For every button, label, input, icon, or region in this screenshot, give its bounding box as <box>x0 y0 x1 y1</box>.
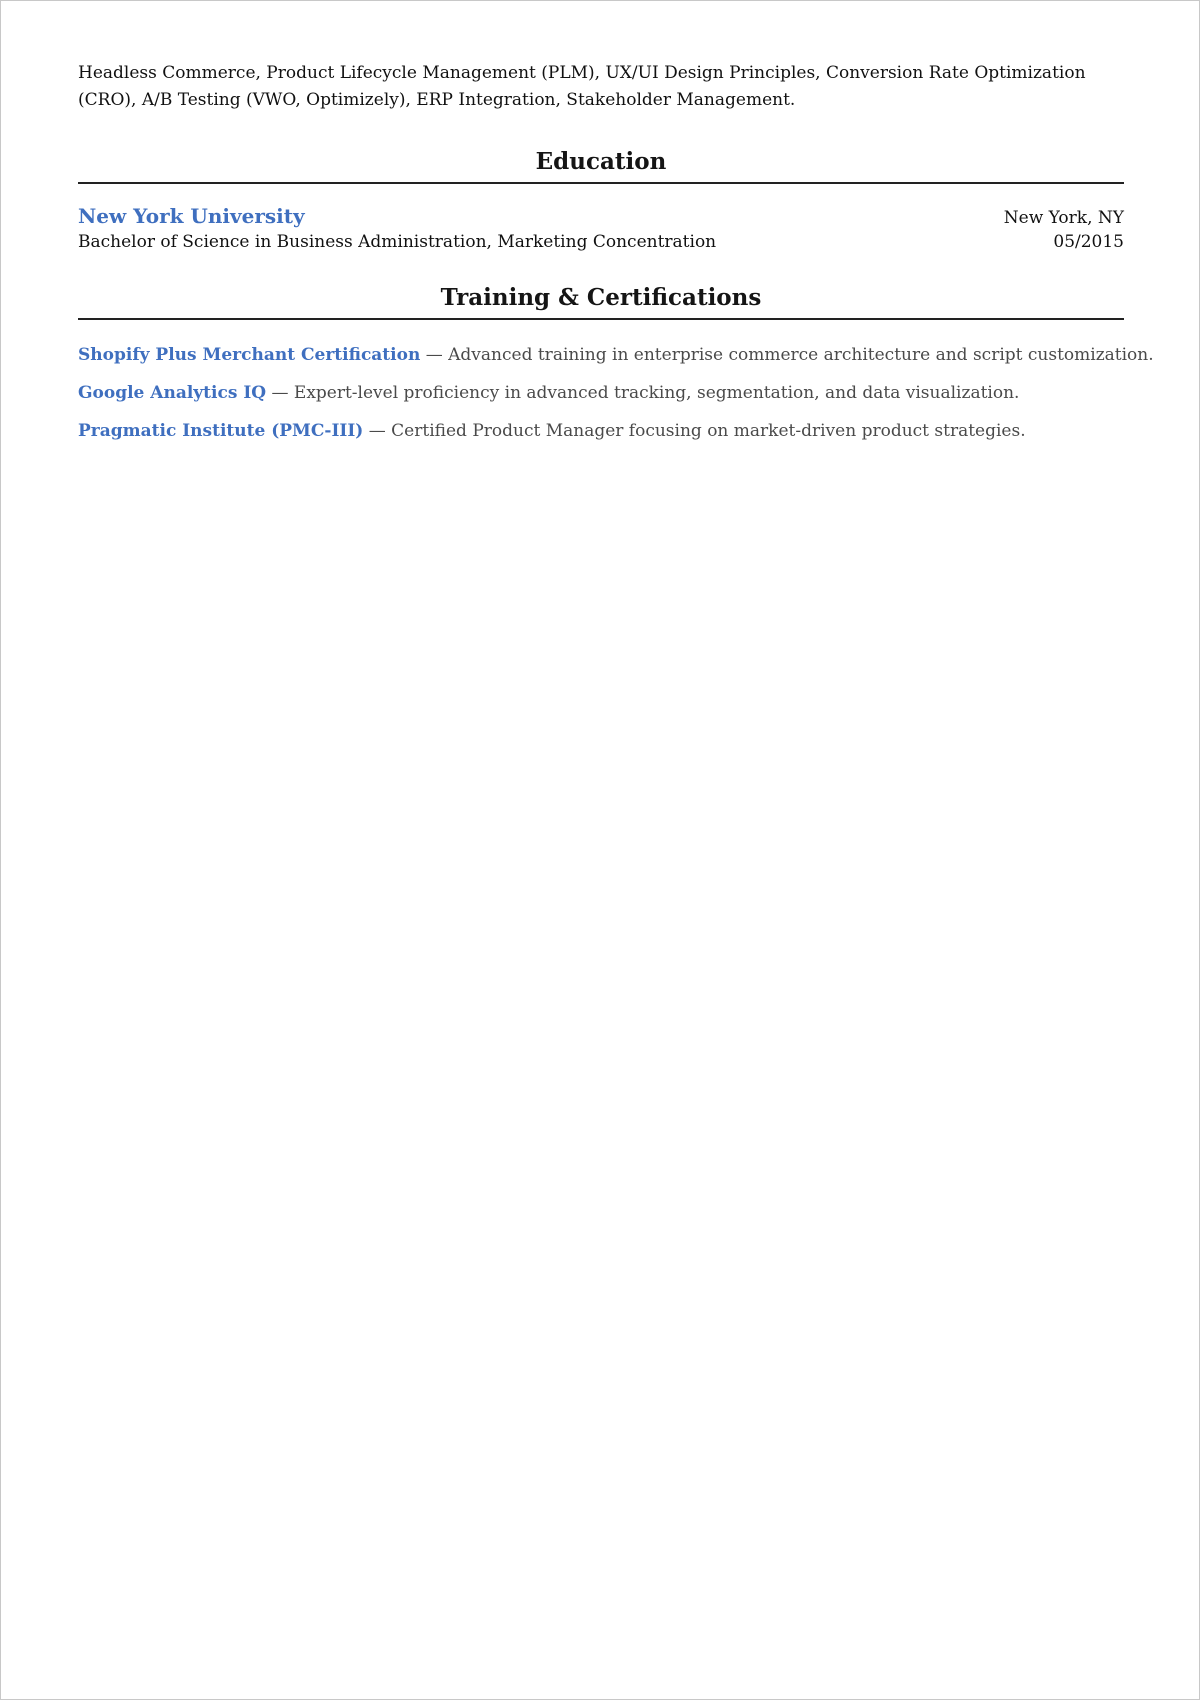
education-row-primary <box>78 204 1124 230</box>
certification-name: Google Analytics IQ <box>78 383 267 403</box>
education-heading: Education <box>535 148 667 175</box>
certification-item <box>78 381 1124 405</box>
certification-item <box>78 343 1154 367</box>
certification-description: Advanced training in enterprise commerce architecture and script customization. <box>448 345 1154 365</box>
certification-name: Pragmatic Institute (PMC-III) <box>78 421 364 441</box>
certification-list <box>78 343 1154 443</box>
skills-text: Headless Commerce, Product Lifecycle Management (PLM), UX/UI Design Principles, Conversion Rate Optimization (CRO), A/B Testing (VWO, Optimizely), ERP Integration, Stakeholder Management. <box>78 63 1086 110</box>
graduation-date: 05/2015 <box>1053 232 1124 252</box>
certification-description: Certified Product Manager focusing on market-driven product strategies. <box>391 421 1026 441</box>
school-name: New York University <box>78 204 305 228</box>
training-divider <box>78 318 1124 320</box>
resume-content <box>78 60 1154 457</box>
certification-item <box>78 419 1124 443</box>
certification-separator: — <box>363 421 392 441</box>
certification-separator: — <box>420 345 449 365</box>
education-entry <box>78 204 1124 254</box>
education-section <box>78 147 1124 254</box>
training-section <box>78 283 1154 443</box>
degree-text: Bachelor of Science in Business Administration, Marketing Concentration <box>78 232 717 252</box>
school-location: New York, NY <box>1003 208 1124 228</box>
certification-separator: — <box>266 383 294 403</box>
education-divider <box>78 182 1124 184</box>
education-row-secondary <box>78 230 1124 254</box>
certification-description: Expert-level proficiency in advanced tracking, segmentation, and data visualization. <box>293 383 1020 403</box>
certification-name: Shopify Plus Merchant Certification <box>78 345 421 365</box>
training-heading: Training & Certifications <box>440 284 762 311</box>
